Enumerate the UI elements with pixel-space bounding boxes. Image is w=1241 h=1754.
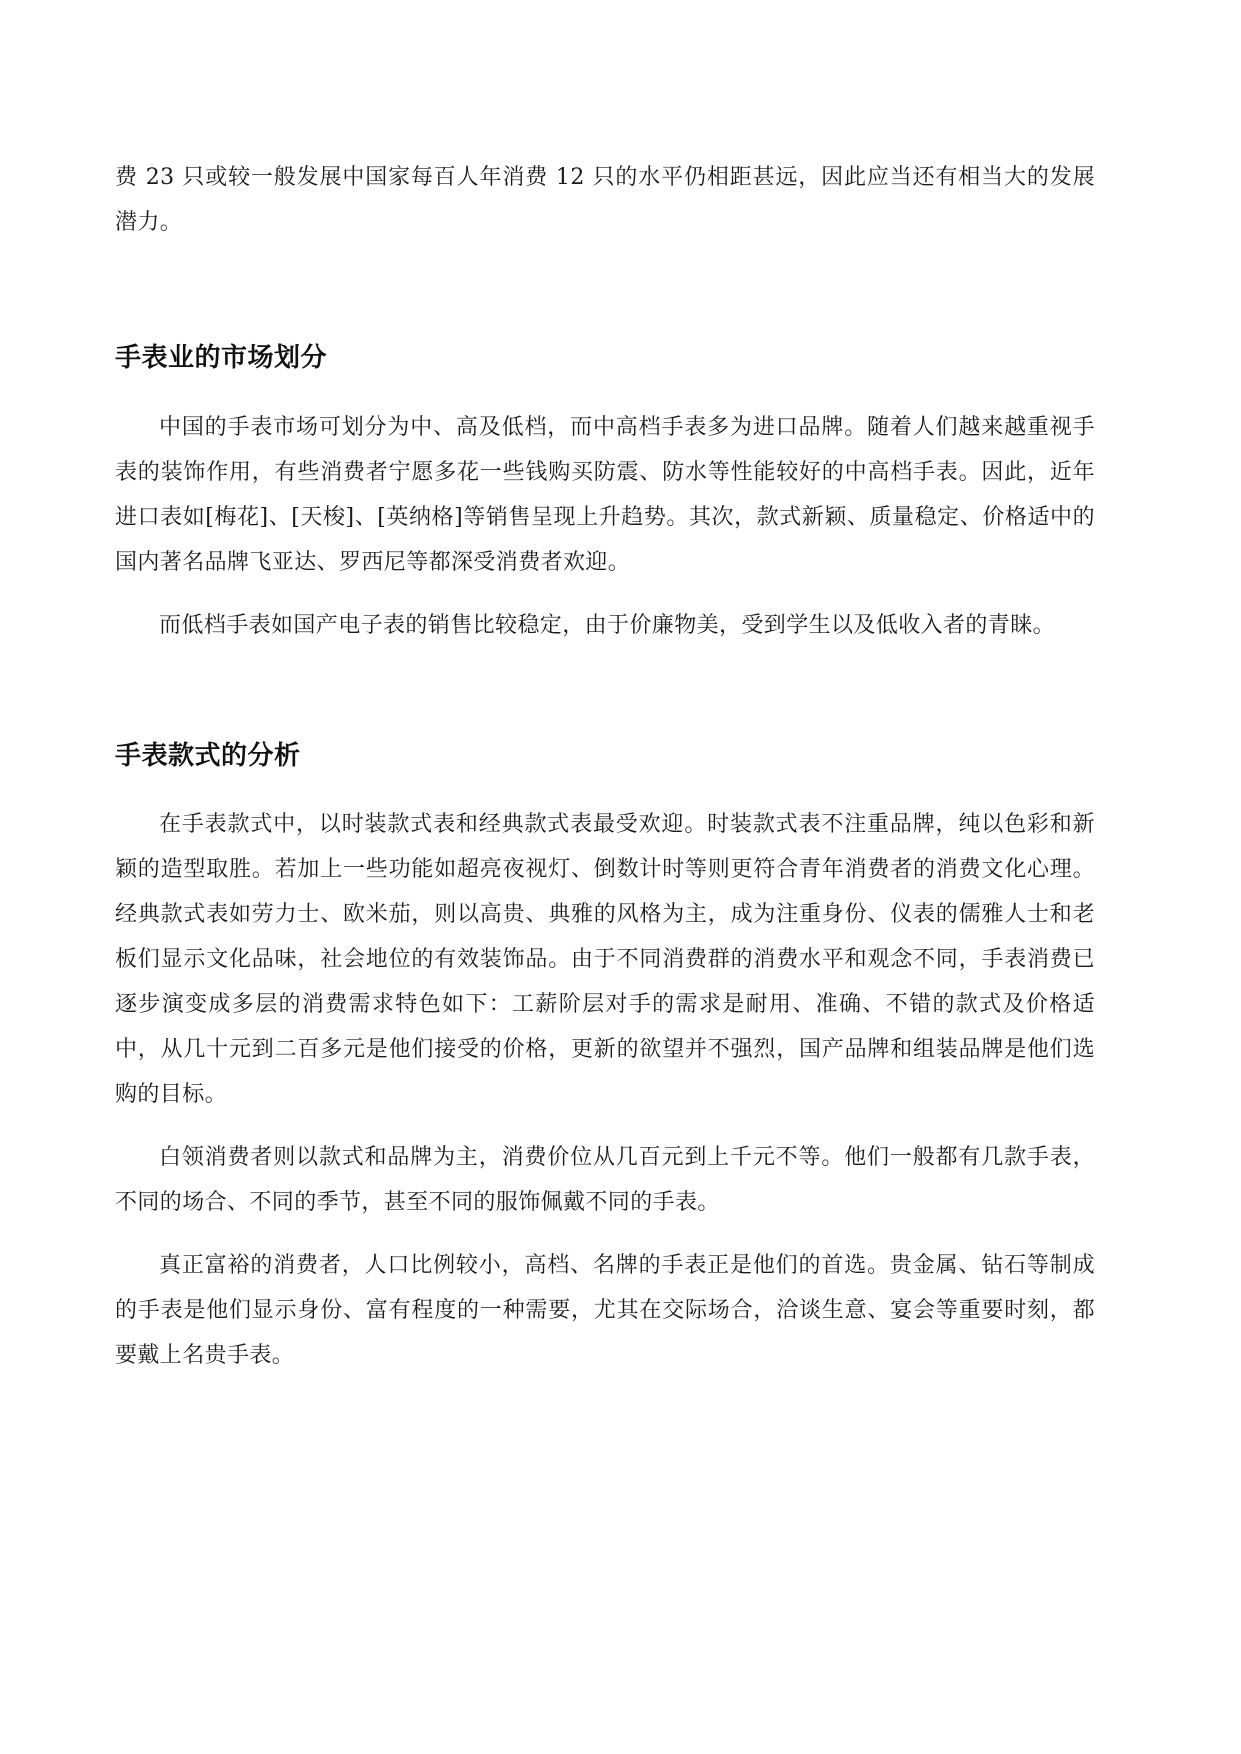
market-paragraph-2: 而低档手表如国产电子表的销售比较稳定，由于价廉物美，受到学生以及低收入者的青睐。	[159, 613, 1056, 638]
style-paragraph-2: 白领消费者则以款式和品牌为主，消费价位从几百元到上千元不等。他们一般都有几款手表，不同的场合、不同的季节，甚至不同的服饰佩戴不同的手表。	[115, 1145, 1095, 1215]
intro-continuation-paragraph: 费 23 只或较一般发展中国家每百人年消费 12 只的水平仍相距甚远，因此应当还有相当大的发展潜力。	[115, 165, 1095, 235]
market-segmentation-heading: 手表业的市场划分	[115, 343, 328, 373]
document-body	[115, 155, 1095, 1378]
style-paragraph-3: 真正富裕的消费者，人口比例较小，高档、名牌的手表正是他们的首选。贵金属、钻石等制成的手表是他们显示身份、富有程度的一种需要，尤其在交际场合，洽谈生意、宴会等重要时刻，都要戴上名贵手表。	[115, 1253, 1095, 1368]
watch-style-analysis-heading: 手表款式的分析	[115, 741, 301, 771]
style-paragraph-1: 在手表款式中，以时装款式表和经典款式表最受欢迎。时装款式表不注重品牌，纯以色彩和新颖的造型取胜。若加上一些功能如超亮夜视灯、倒数计时等则更符合青年消费者的消费文化心理。经典款式表如劳力士、欧米茄，则以高贵、典雅的风格为主，成为注重身份、仪表的儒雅人士和老板们显示文化品味，社会地位的有效装饰品。由于不同消费群的消费水平和观念不同，手表消费已逐步演变成多层的消费需求特色如下：工薪阶层对手的需求是耐用、准确、不错的款式及价格适中，从几十元到二百多元是他们接受的价格，更新的欲望并不强烈，国产品牌和组装品牌是他们选购的目标。	[115, 812, 1095, 1107]
market-paragraph-1: 中国的手表市场可划分为中、高及低档，而中高档手表多为进口品牌。随着人们越来越重视手表的装饰作用，有些消费者宁愿多花一些钱购买防震、防水等性能较好的中高档手表。因此，近年进口表如[梅花]、[天梭]、[英纳格]等销售呈现上升趋势。其次，款式新颖、质量稳定、价格适中的国内著名品牌飞亚达、罗西尼等都深受消费者欢迎。	[115, 415, 1095, 575]
